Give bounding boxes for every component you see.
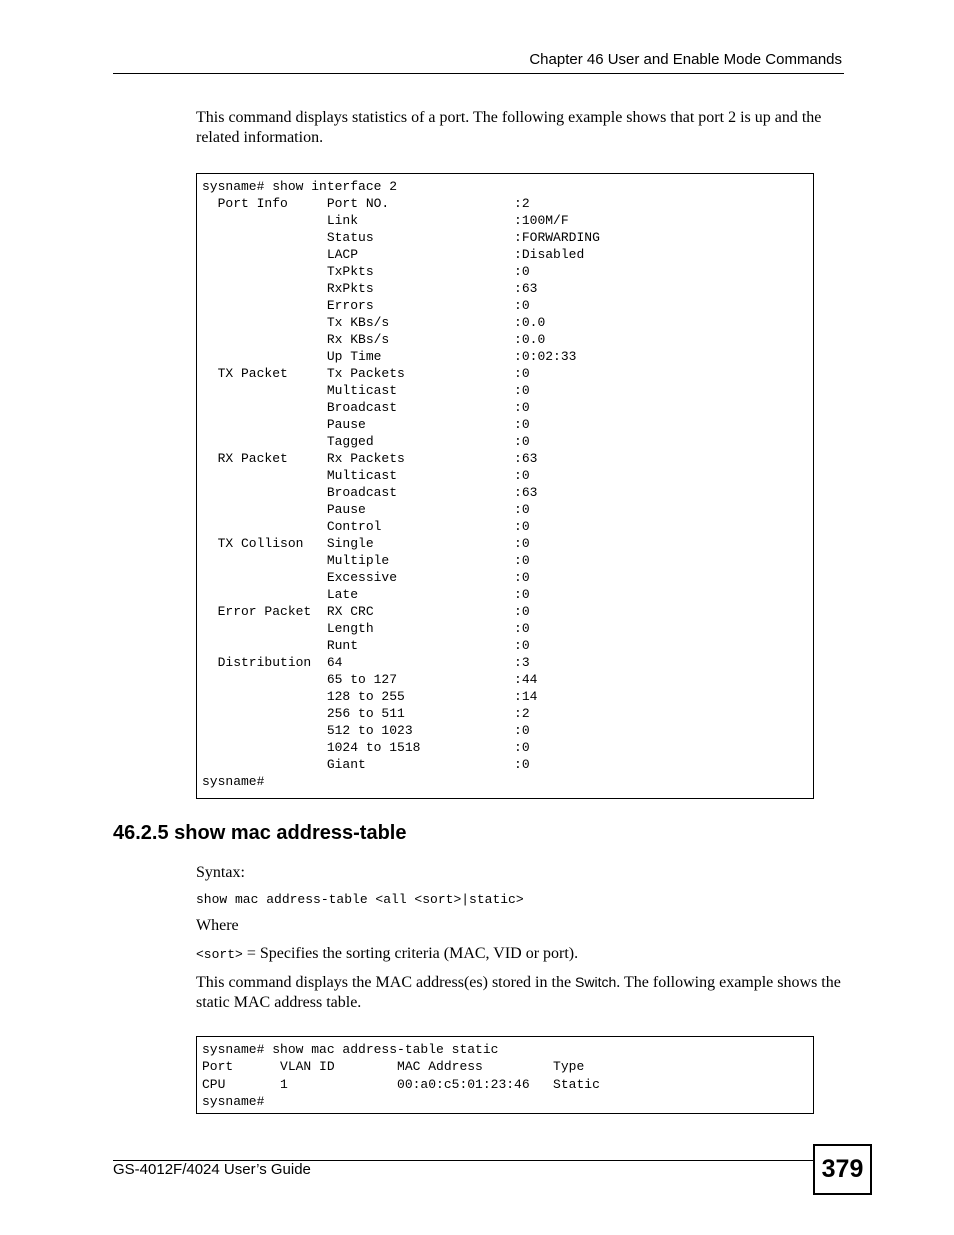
code-line: Broadcast :63 (202, 485, 538, 500)
code-line: Excessive :0 (202, 570, 530, 585)
code-line: TX Collison Single :0 (202, 536, 530, 551)
code-line: RX Packet Rx Packets :63 (202, 451, 538, 466)
code-line: Control :0 (202, 519, 530, 534)
code-line: LACP :Disabled (202, 247, 585, 262)
code-line: Length :0 (202, 621, 530, 636)
mac-description-paragraph (196, 972, 844, 1013)
code-line: Pause :0 (202, 502, 530, 517)
code-line: Pause :0 (202, 417, 530, 432)
header-rule (113, 73, 844, 74)
guide-title: GS-4012F/4024 User’s Guide (113, 1161, 311, 1178)
code-line: 65 to 127 :44 (202, 672, 538, 687)
chapter-header: Chapter 46 User and Enable Mode Commands (529, 51, 842, 68)
device-name: Switch (575, 974, 617, 990)
code-line: RxPkts :63 (202, 281, 538, 296)
code-line: Multicast :0 (202, 468, 530, 483)
code-line: sysname# show mac address-table static (202, 1042, 499, 1057)
code-line: Tagged :0 (202, 434, 530, 449)
code-line: Link :100M/F (202, 213, 569, 228)
code-line: Errors :0 (202, 298, 530, 313)
code-line: Rx KBs/s :0.0 (202, 332, 546, 347)
code-line: sysname# (202, 774, 265, 789)
code-line: Late :0 (202, 587, 530, 602)
code-line: Tx KBs/s :0.0 (202, 315, 546, 330)
code-line: Multicast :0 (202, 383, 530, 398)
code-line: Port VLAN ID MAC Address Type (202, 1059, 585, 1074)
code-line: Up Time :0:02:33 (202, 349, 577, 364)
code-line: Runt :0 (202, 638, 530, 653)
interface-output-box (196, 173, 814, 799)
code-line: 256 to 511 :2 (202, 706, 530, 721)
description-part2: . The following example shows the static MAC address table. (196, 974, 841, 1011)
syntax-command: show mac address-table <all <sort>|static> (196, 892, 524, 907)
syntax-label: Syntax: (196, 864, 245, 881)
mac-table-output-box (196, 1036, 814, 1114)
code-line: 512 to 1023 :0 (202, 723, 530, 738)
description-part1: This command displays the MAC address(es) stored in the (196, 974, 576, 991)
intro-paragraph: This command displays statistics of a port. The following example shows that port 2 is up and the related information. (196, 109, 822, 146)
section-heading: 46.2.5 show mac address-table (113, 822, 407, 844)
code-line: Distribution 64 :3 (202, 655, 530, 670)
code-line: 128 to 255 :14 (202, 689, 538, 704)
sort-parameter: <sort> (196, 947, 243, 962)
where-label: Where (196, 917, 239, 934)
page-number: 379 (813, 1144, 872, 1195)
code-line: Port Info Port NO. :2 (202, 196, 530, 211)
code-line: sysname# (202, 1094, 265, 1109)
code-line: Giant :0 (202, 757, 530, 772)
sort-parameter-line (196, 944, 844, 965)
code-line: TxPkts :0 (202, 264, 530, 279)
code-line: CPU 1 00:a0:c5:01:23:46 Static (202, 1077, 600, 1092)
code-line: 1024 to 1518 :0 (202, 740, 530, 755)
code-line: TX Packet Tx Packets :0 (202, 366, 530, 381)
code-line: Broadcast :0 (202, 400, 530, 415)
code-line: sysname# show interface 2 (202, 179, 398, 194)
code-line: Error Packet RX CRC :0 (202, 604, 530, 619)
code-line: Status :FORWARDING (202, 230, 600, 245)
code-line: Multiple :0 (202, 553, 530, 568)
sort-description: = Specifies the sorting criteria (MAC, VID or port). (242, 945, 579, 962)
